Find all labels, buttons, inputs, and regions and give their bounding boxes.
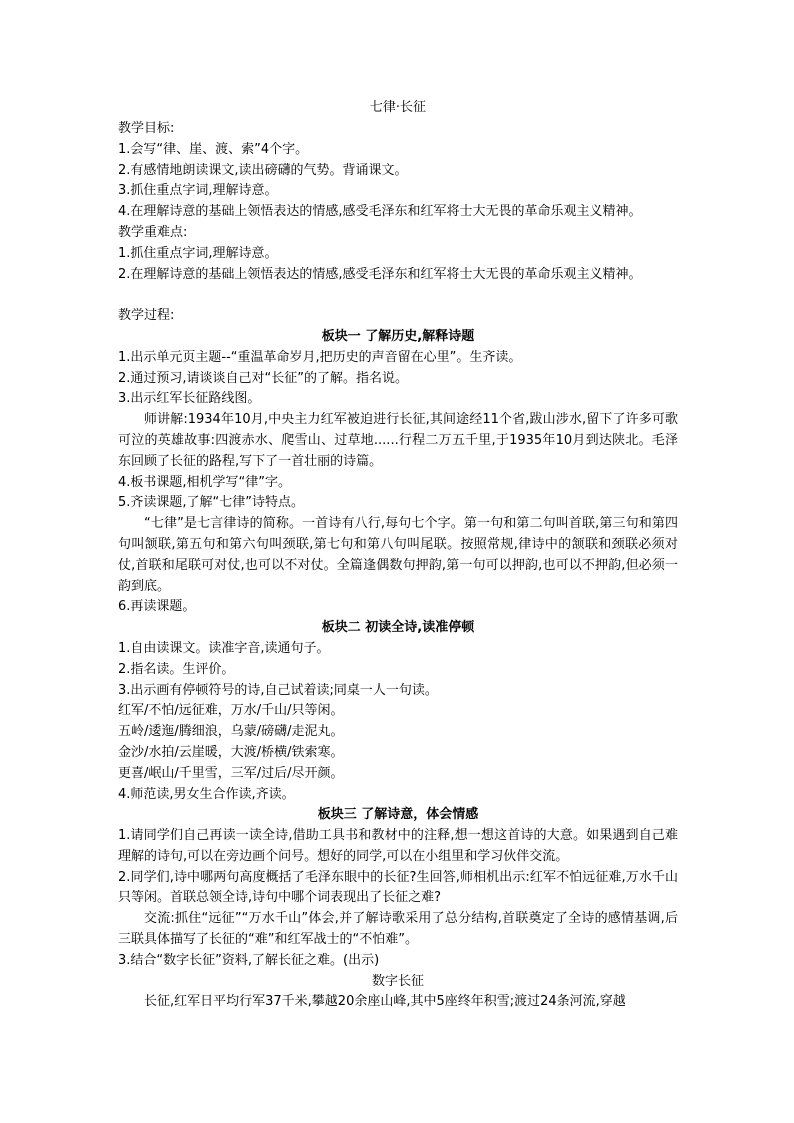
digital-longmarch-text: 长征,红军日平均行军37千米,攀越20余座山峰,其中5座终年积雪;渡过24条河流,穿越: [144, 994, 626, 1010]
section3-item: 2.同学们,诗中哪两句高度概括了毛泽东眼中的长征?生回答,师相机出示:红军不怕远征难,万水千山只等闲。首联总领全诗,诗句中哪个词表现出了长征之难?: [118, 869, 678, 906]
blank-line: [118, 285, 678, 306]
section1-item: 4.板书课题,相机学写“律”字。: [118, 474, 292, 490]
section3-item: 1.请同学们自己再读一读全诗,借助工具书和教材中的注释,想一想这首诗的大意。如果遇到自己难理解的诗句,可以在旁边画个问号。想好的同学,可以在小组里和学习伙伴交流。: [118, 828, 678, 864]
objective-item: 3.抓住重点字词,理解诗意。: [118, 183, 278, 199]
section1-item: 6.再读课题。: [118, 599, 196, 615]
process-heading: 教学过程:: [118, 308, 175, 324]
digital-longmarch-title: 数字长征: [371, 973, 424, 989]
teacher-explanation: 师讲解:1934年10月,中央主力红军被迫进行长征,其间途经11个省,跋山涉水,留下了许多可歌可泣的英雄故事:四渡赤水、爬雪山、过草地......行程二万五千里,于1935年10月到达陕北。毛泽东回顾了长征的路程,写下了一首壮丽的诗篇。: [118, 412, 678, 469]
poem-line: 红军/不怕/远征难，万水/千山/只等闲。: [118, 703, 344, 719]
key-point-item: 2.在理解诗意的基础上领悟表达的情感,感受毛泽东和红军将士大无畏的革命乐观主义精神。: [118, 266, 642, 282]
section2-item: 2.指名读。生评价。: [118, 661, 235, 677]
poem-line: 更喜/岷山/千里雪，三军/过后/尽开颜。: [118, 765, 344, 781]
key-point-item: 1.抓住重点字词,理解诗意。: [118, 245, 278, 261]
section1-item: 2.通过预习,请谈谈自己对“长征”的了解。指名说。: [118, 370, 409, 386]
section1-item: 3.出示红军长征路线图。: [118, 391, 261, 407]
exchange-paragraph: 交流:抓住“远征”“万水千山”体会,并了解诗歌采用了总分结构,首联奠定了全诗的感情基调,后三联具体描写了长征的“难”和红军战士的“不怕难”。: [118, 911, 678, 948]
objective-item: 2.有感情地朗读课文,读出磅礴的气势。背诵课文。: [118, 162, 408, 178]
section3-item: 3.结合“数字长征”资料,了解长征之难。(出示): [118, 952, 380, 968]
objective-item: 4.在理解诗意的基础上领悟表达的情感,感受毛泽东和红军将士大无畏的革命乐观主义精神。: [118, 204, 642, 220]
section2-item: 4.师范读,男女生合作读,齐读。: [118, 786, 295, 802]
section2-heading: 板块二 初读全诗,读准停顿: [321, 620, 475, 636]
qilv-explanation: “七律”是七言律诗的简称。一首诗有八行,每句七个字。第一句和第二句叫首联,第三句和第四句叫颔联,第五句和第六句叫颈联,第七句和第八句叫尾联。按照常规,律诗中的颔联和颈联必须对仗,首联和尾联可对仗,也可以不对仗。全篇逢偶数句押韵,第一句可以押韵,也可以不押韵,但必须一韵到底。: [118, 516, 678, 594]
section1-item: 1.出示单元页主题--“重温革命岁月,把历史的声音留在心里”。生齐读。: [118, 349, 522, 365]
objectives-heading: 教学目标:: [118, 121, 175, 136]
document-page: [118, 98, 678, 1013]
poem-line: 五岭/逶迤/腾细浪，乌蒙/磅礴/走泥丸。: [118, 724, 344, 740]
section1-item: 5.齐读课题,了解“七律”诗特点。: [118, 495, 305, 511]
poem-line: 金沙/水拍/云崖暖，大渡/桥横/铁索寒。: [118, 744, 344, 760]
section2-item: 1.自由读课文。读准字音,读通句子。: [118, 640, 330, 656]
section1-heading: 板块一 了解历史,解释诗题: [321, 328, 475, 344]
section2-item: 3.出示画有停顿符号的诗,自己试着读;同桌一人一句读。: [118, 682, 438, 698]
section3-heading: 板块三 了解诗意，体会情感: [317, 807, 479, 823]
document-title: 七律·长征: [369, 100, 427, 115]
key-points-heading: 教学重难点:: [118, 224, 188, 240]
objective-item: 1.会写“律、崖、渡、索”4个字。: [118, 141, 309, 157]
